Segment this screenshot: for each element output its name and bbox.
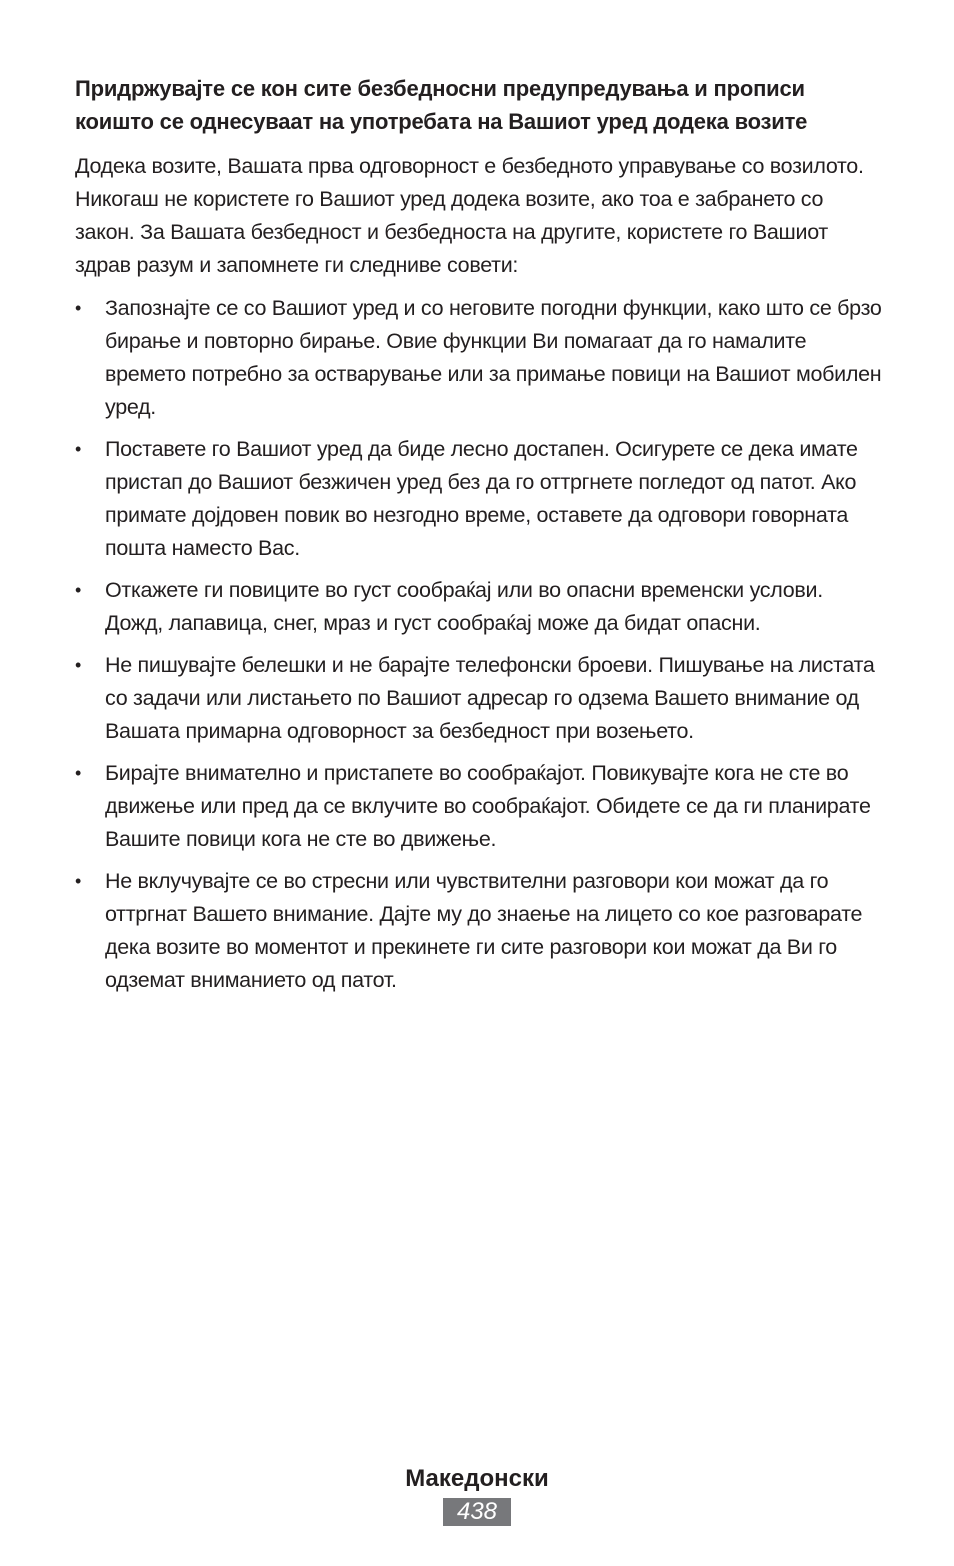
page-footer	[0, 1462, 954, 1526]
bullet-icon: •	[75, 871, 82, 891]
list-item-text: Не вклучувајте се во стресни или чувствителни разговори кои можат да го оттргнат Вашето внимание. Дајте му до знаење на лицето со кое разговарате дека возите во моментот и прекинете ги сите разговори кои можат да Ви го одземат вниманието од патот.	[105, 869, 863, 992]
list-item	[75, 865, 885, 997]
bullet-icon: •	[75, 580, 82, 600]
list-item	[75, 292, 885, 424]
list-item-text: Запознајте се со Вашиот уред и со неговите погодни функции, како што се брзо бирање и повторно бирање. Овие функции Ви помагаат да го намалите времето потребно за остварување или за примање повици на Вашиот мобилен уред.	[105, 296, 882, 419]
page-number: 438	[443, 1498, 511, 1526]
footer-language: Македонски	[405, 1465, 549, 1492]
list-item	[75, 433, 885, 565]
intro-paragraph: Додека возите, Вашата прва одговорност е безбедното управување со возилото. Никогаш не користете го Вашиот уред додека возите, ако тоа е забрането со закон. За Вашата безбедност и безбедноста на другите, користете го Вашиот здрав разум и запомнете ги следниве совети:	[75, 154, 864, 277]
list-item	[75, 574, 885, 640]
bullet-icon: •	[75, 439, 82, 459]
list-item-text: Откажете ги повиците во густ сообраќај или во опасни временски услови. Дожд, лапавица, снег, мраз и густ сообраќај може да бидат опасни.	[105, 578, 823, 635]
tips-list	[75, 292, 885, 997]
list-item-text: Не пишувајте белешки и не барајте телефонски броеви. Пишување на листата со задачи или листањето по Вашиот адресар го одзема Вашето внимание од Вашата примарна одговорност за безбедност при возењето.	[105, 653, 875, 743]
section-heading: Придржувајте се кон сите безбедносни предупредувања и прописи коишто се однесуваат на употребата на Вашиот уред додека возите	[75, 76, 808, 134]
list-item-text: Бирајте внимателно и пристапете во сообраќајот. Повикувајте кога не сте во движење или пред да се вклучите во сообраќајот. Обидете се да ги планирате Вашите повици кога не сте во движење.	[105, 761, 871, 851]
bullet-icon: •	[75, 763, 82, 783]
document-body	[75, 72, 885, 1006]
list-item	[75, 649, 885, 748]
bullet-icon: •	[75, 298, 82, 318]
list-item-text: Поставете го Вашиот уред да биде лесно достапен. Осигурете се дека имате пристап до Вашиот безжичен уред без да го оттргнете погледот од патот. Ако примате дојдовен повик во незгодно време, оставете да одговори говорната пошта наместо Вас.	[105, 437, 858, 560]
list-item	[75, 757, 885, 856]
bullet-icon: •	[75, 655, 82, 675]
